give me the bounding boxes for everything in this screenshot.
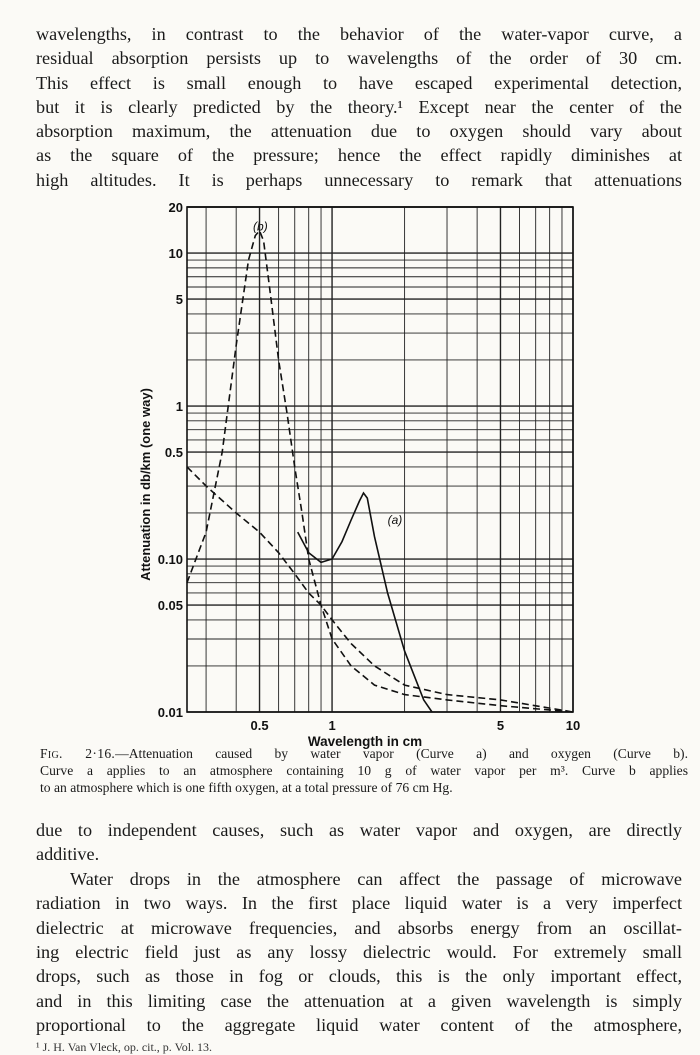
x-tick-label: 1 — [328, 718, 336, 733]
x-tick-label: 5 — [496, 718, 505, 733]
footnote-fragment: ¹ J. H. Van Vleck, op. cit., p. Vol. 13. — [36, 1040, 213, 1054]
caption-line-2: Curve a applies to an atmosphere containing 10 g of water vapor per m³. Curve b applies — [40, 763, 688, 778]
y-tick-label: 1 — [175, 399, 183, 415]
text-line: proportional to the aggregate liquid water content of the atmosphere, — [36, 1015, 682, 1036]
chart-series — [187, 231, 573, 712]
x-tick-label: 0.5 — [250, 718, 269, 733]
caption-line-1 — [40, 745, 688, 762]
figure-label: Fig. 2·16. — [40, 746, 116, 761]
text-line: dielectric at microwave frequencies, and absorbs energy from an oscillat- — [36, 917, 682, 938]
curve-label: (b) — [253, 219, 268, 234]
series-line-c — [187, 467, 573, 712]
x-tick-label: 10 — [565, 718, 581, 733]
plot-frame — [187, 207, 573, 712]
y-tick-label: 10 — [168, 246, 183, 262]
text-line: but it is clearly predicted by the theory.¹ Except near the center of the — [36, 96, 682, 117]
figure-caption — [40, 745, 688, 796]
text-line: additive. — [36, 844, 100, 865]
text-line: as the square of the pressure; hence the effect rapidly diminishes at — [36, 145, 682, 166]
text-line: due to independent causes, such as water vapor and oxygen, are directly — [36, 820, 682, 840]
y-tick-label: 0.10 — [157, 552, 183, 568]
text-line: Water drops in the atmosphere can affect the passage of microwave — [70, 868, 682, 889]
text-line: radiation in two ways. In the first place liquid water is a very imperfect — [36, 893, 682, 914]
series-line-b — [187, 231, 573, 712]
text-line: This effect is small enough to have escaped experimental detection, — [36, 72, 682, 93]
y-tick-label: 5 — [175, 292, 183, 308]
bottom-paragraphs — [36, 818, 682, 1038]
text-line: and in this limiting case the attenuation at a given wavelength is simply — [36, 990, 682, 1011]
x-axis-label: Wavelength in cm — [307, 734, 423, 749]
chart-grid — [187, 207, 573, 712]
y-tick-label: 20 — [168, 200, 183, 215]
attenuation-chart — [0, 190, 700, 750]
top-paragraph — [36, 22, 682, 192]
text-line: ing electric field just as any lossy dielectric would. For extremely small — [36, 942, 682, 963]
text-line: drops, such as those in fog or clouds, this is the only important effect, — [36, 966, 682, 987]
text-line: wavelengths, in contrast to the behavior of the water-vapor curve, a — [36, 24, 682, 44]
chart-labels — [138, 200, 580, 749]
caption-text: —Attenuation caused by water vapor (Curve a) and oxygen (Curve b). — [115, 746, 688, 761]
text-line: residual absorption persists up to wavelengths of the order of 30 cm. — [36, 48, 682, 69]
y-tick-label: 0.01 — [157, 705, 183, 720]
text-line: absorption maximum, the attenuation due to oxygen should vary about — [36, 121, 682, 142]
y-tick-label: 0.05 — [157, 598, 183, 614]
text-line: high altitudes. It is perhaps unnecessary to remark that attenuations — [36, 169, 682, 190]
caption-line-3: to an atmosphere which is one fifth oxygen, at a total pressure of 76 cm Hg. — [40, 780, 453, 795]
y-axis-label: Attenuation in db/km (one way) — [138, 388, 153, 581]
curve-label: (a) — [387, 512, 403, 527]
y-tick-label: 0.5 — [164, 445, 183, 461]
